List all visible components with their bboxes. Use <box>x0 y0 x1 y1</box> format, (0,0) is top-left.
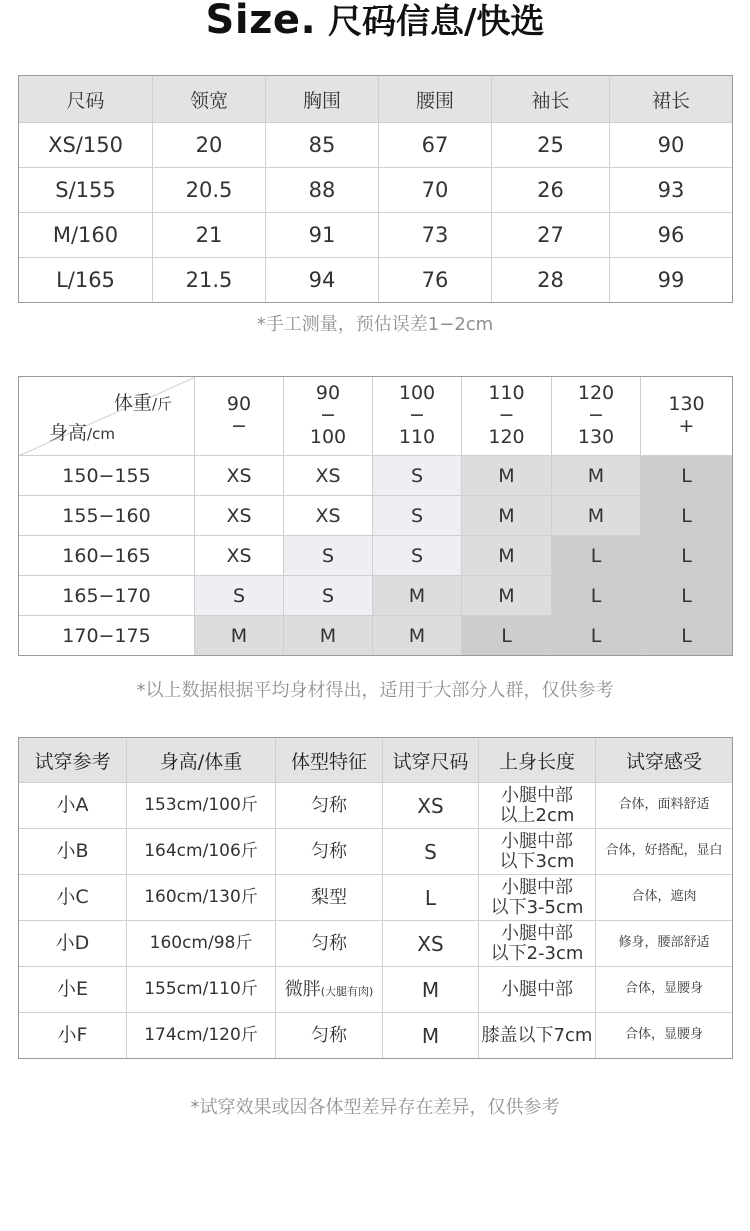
table-row <box>19 921 733 967</box>
size-table-cell: 85 <box>266 123 379 168</box>
body-type-text: 梨型 <box>311 886 347 908</box>
size-table-cell: 20.5 <box>153 168 266 213</box>
recommended-size-cell: M <box>373 616 462 656</box>
length-line: 小腿中部 <box>501 978 573 1000</box>
length-cell <box>479 783 596 829</box>
tryon-size-cell: XS <box>383 921 479 967</box>
table-row <box>19 875 733 921</box>
height-weight-cell: 155cm/110斤 <box>127 967 276 1013</box>
tryon-table-header: 身高/体重 <box>127 738 276 783</box>
size-table-cell: 96 <box>610 213 733 258</box>
size-table-cell: 67 <box>379 123 492 168</box>
length-cell <box>479 967 596 1013</box>
page-title-en: Size. <box>205 0 317 43</box>
height-range-cell: 155−160 <box>19 496 195 536</box>
feel-cell: 合体，面料舒适 <box>596 783 733 829</box>
size-table-header: 裙长 <box>610 76 733 123</box>
tryon-table <box>18 737 733 1059</box>
recommended-size-cell: M <box>462 536 552 576</box>
tryon-size-cell: L <box>383 875 479 921</box>
size-table-cell: L/165 <box>19 258 153 303</box>
weight-range-line: − <box>409 404 425 427</box>
weight-range-header <box>462 377 552 456</box>
weight-range-header <box>552 377 641 456</box>
table-row <box>19 168 733 213</box>
size-table-cell: 90 <box>610 123 733 168</box>
recommended-size-cell: M <box>552 496 641 536</box>
body-type-text: 匀称 <box>311 840 347 862</box>
size-table-header: 腰围 <box>379 76 492 123</box>
height-weight-cell: 160cm/98斤 <box>127 921 276 967</box>
height-range-cell: 160−165 <box>19 536 195 576</box>
tryon-table-note: *试穿效果或因各体型差异存在差异，仅供参考 <box>190 1097 560 1118</box>
length-line: 小腿中部 <box>501 784 573 806</box>
size-table-cell: 27 <box>492 213 610 258</box>
size-table-cell: 73 <box>379 213 492 258</box>
tryon-size-cell: S <box>383 829 479 875</box>
length-cell <box>479 1013 596 1059</box>
weight-range-line: 110 <box>398 425 436 448</box>
size-table-cell: M/160 <box>19 213 153 258</box>
size-table-cell: 91 <box>266 213 379 258</box>
recommended-size-cell: M <box>284 616 373 656</box>
length-line: 小腿中部 <box>501 922 573 944</box>
recommended-size-cell: S <box>373 496 462 536</box>
page-title <box>0 0 750 43</box>
page-title-cn: 尺码信息/快选 <box>328 2 545 42</box>
length-line: 小腿中部 <box>501 876 573 898</box>
weight-range-header <box>373 377 462 456</box>
tester-name-cell: 小A <box>19 783 127 829</box>
weight-range-line: − <box>588 404 604 427</box>
height-range-cell: 165−170 <box>19 576 195 616</box>
weight-range-line: 100 <box>398 382 436 405</box>
recommended-size-cell: M <box>462 496 552 536</box>
size-table-cell: XS/150 <box>19 123 153 168</box>
length-cell <box>479 875 596 921</box>
size-table-cell: 20 <box>153 123 266 168</box>
weight-range-line: 120 <box>577 382 615 405</box>
length-line: 以下3-5cm <box>490 896 584 918</box>
size-table-cell: 26 <box>492 168 610 213</box>
weight-range-line: 90 <box>315 382 341 405</box>
body-type-text: 匀称 <box>311 932 347 954</box>
tryon-table-header: 试穿尺码 <box>383 738 479 783</box>
height-weight-cell: 174cm/120斤 <box>127 1013 276 1059</box>
weight-range-header <box>641 377 733 456</box>
weight-range-line: 120 <box>488 425 525 448</box>
tester-name-cell: 小E <box>19 967 127 1013</box>
body-type-text: 匀称 <box>311 1024 347 1046</box>
body-type-text: 匀称 <box>311 794 347 816</box>
size-table-cell: 28 <box>492 258 610 303</box>
recommended-size-cell: M <box>373 576 462 616</box>
recommended-size-cell: M <box>462 576 552 616</box>
weight-range-header <box>195 377 284 456</box>
weight-range-line: 90 <box>226 393 252 416</box>
body-type-cell <box>276 829 383 875</box>
height-weight-cell: 160cm/130斤 <box>127 875 276 921</box>
length-line: 小腿中部 <box>501 830 573 852</box>
table-row <box>19 536 733 576</box>
tester-name-cell: 小B <box>19 829 127 875</box>
size-table-header-row <box>19 76 733 123</box>
body-type-cell <box>276 875 383 921</box>
weight-range-line: 130 <box>577 425 615 448</box>
body-type-cell <box>276 921 383 967</box>
recommended-size-cell: L <box>641 456 733 496</box>
table-row <box>19 258 733 303</box>
table-row <box>19 123 733 168</box>
table-row <box>19 213 733 258</box>
recommended-size-cell: XS <box>195 456 284 496</box>
size-table-cell: 99 <box>610 258 733 303</box>
tester-name-cell: 小C <box>19 875 127 921</box>
weight-range-line: − <box>320 404 336 427</box>
tryon-table-header: 体型特征 <box>276 738 383 783</box>
weight-range-line: 110 <box>488 382 525 405</box>
size-table-cell: 93 <box>610 168 733 213</box>
fit-table <box>18 376 733 656</box>
size-table-cell: 25 <box>492 123 610 168</box>
recommended-size-cell: L <box>462 616 552 656</box>
body-type-cell <box>276 967 383 1013</box>
recommended-size-cell: M <box>195 616 284 656</box>
weight-range-line: + <box>678 415 695 437</box>
table-row <box>19 783 733 829</box>
length-cell <box>479 921 596 967</box>
length-line: 膝盖以下7cm <box>481 1024 593 1046</box>
weight-range-line: 130 <box>668 393 705 416</box>
table-row <box>19 967 733 1013</box>
tryon-table-header-row <box>19 738 733 783</box>
fit-table-header-row <box>19 377 733 456</box>
height-weight-cell: 153cm/100斤 <box>127 783 276 829</box>
table-row <box>19 576 733 616</box>
height-axis-label: 身高/cm <box>49 422 115 445</box>
body-type-note: (大腿有肉) <box>320 984 374 998</box>
size-table-header: 袖长 <box>492 76 610 123</box>
recommended-size-cell: XS <box>195 536 284 576</box>
length-line: 以下2-3cm <box>490 942 584 964</box>
feel-cell: 合体，显腰身 <box>596 1013 733 1059</box>
tester-name-cell: 小D <box>19 921 127 967</box>
length-line: 以上2cm <box>499 804 575 826</box>
size-table-header: 领宽 <box>153 76 266 123</box>
size-table-cell: 94 <box>266 258 379 303</box>
table-row <box>19 496 733 536</box>
feel-cell: 修身，腰部舒适 <box>596 921 733 967</box>
fit-table-corner <box>19 377 195 456</box>
recommended-size-cell: XS <box>284 496 373 536</box>
size-table-header: 尺码 <box>19 76 153 123</box>
recommended-size-cell: M <box>552 456 641 496</box>
recommended-size-cell: L <box>552 536 641 576</box>
table-row <box>19 1013 733 1059</box>
weight-range-line: − <box>231 415 247 437</box>
body-type-cell <box>276 783 383 829</box>
size-table <box>18 75 733 303</box>
tryon-table-header: 试穿感受 <box>596 738 733 783</box>
size-table-cell: 21 <box>153 213 266 258</box>
size-table-cell: S/155 <box>19 168 153 213</box>
recommended-size-cell: L <box>552 576 641 616</box>
recommended-size-cell: L <box>552 616 641 656</box>
tryon-size-cell: M <box>383 967 479 1013</box>
body-type-text: 微胖 <box>284 978 321 1000</box>
height-range-cell: 150−155 <box>19 456 195 496</box>
recommended-size-cell: XS <box>195 496 284 536</box>
length-cell <box>479 829 596 875</box>
weight-range-line: − <box>498 404 515 427</box>
length-line: 以下3cm <box>499 850 575 872</box>
recommended-size-cell: S <box>284 536 373 576</box>
size-table-cell: 88 <box>266 168 379 213</box>
tryon-size-cell: M <box>383 1013 479 1059</box>
tryon-table-header: 上身长度 <box>479 738 596 783</box>
table-row <box>19 456 733 496</box>
size-table-cell: 76 <box>379 258 492 303</box>
body-type-cell <box>276 1013 383 1059</box>
weight-range-header <box>284 377 373 456</box>
recommended-size-cell: XS <box>284 456 373 496</box>
size-table-header: 胸围 <box>266 76 379 123</box>
weight-range-line: 100 <box>309 425 347 448</box>
tryon-size-cell: XS <box>383 783 479 829</box>
recommended-size-cell: S <box>195 576 284 616</box>
weight-axis-label: 体重/斤 <box>113 392 172 414</box>
size-table-cell: 70 <box>379 168 492 213</box>
tryon-table-header: 试穿参考 <box>19 738 127 783</box>
height-range-cell: 170−175 <box>19 616 195 656</box>
recommended-size-cell: L <box>641 496 733 536</box>
tester-name-cell: 小F <box>19 1013 127 1059</box>
recommended-size-cell: S <box>373 536 462 576</box>
feel-cell: 合体，好搭配，显白 <box>596 829 733 875</box>
recommended-size-cell: M <box>462 456 552 496</box>
recommended-size-cell: L <box>641 576 733 616</box>
recommended-size-cell: L <box>641 616 733 656</box>
table-row <box>19 829 733 875</box>
recommended-size-cell: S <box>373 456 462 496</box>
recommended-size-cell: S <box>284 576 373 616</box>
fit-table-note: *以上数据根据平均身材得出，适用于大部分人群，仅供参考 <box>136 680 614 701</box>
feel-cell: 合体，显腰身 <box>596 967 733 1013</box>
size-table-note: *手工测量，预估误差1−2cm <box>256 314 494 335</box>
height-weight-cell: 164cm/106斤 <box>127 829 276 875</box>
size-table-cell: 21.5 <box>153 258 266 303</box>
table-row <box>19 616 733 656</box>
feel-cell: 合体，遮肉 <box>596 875 733 921</box>
recommended-size-cell: L <box>641 536 733 576</box>
